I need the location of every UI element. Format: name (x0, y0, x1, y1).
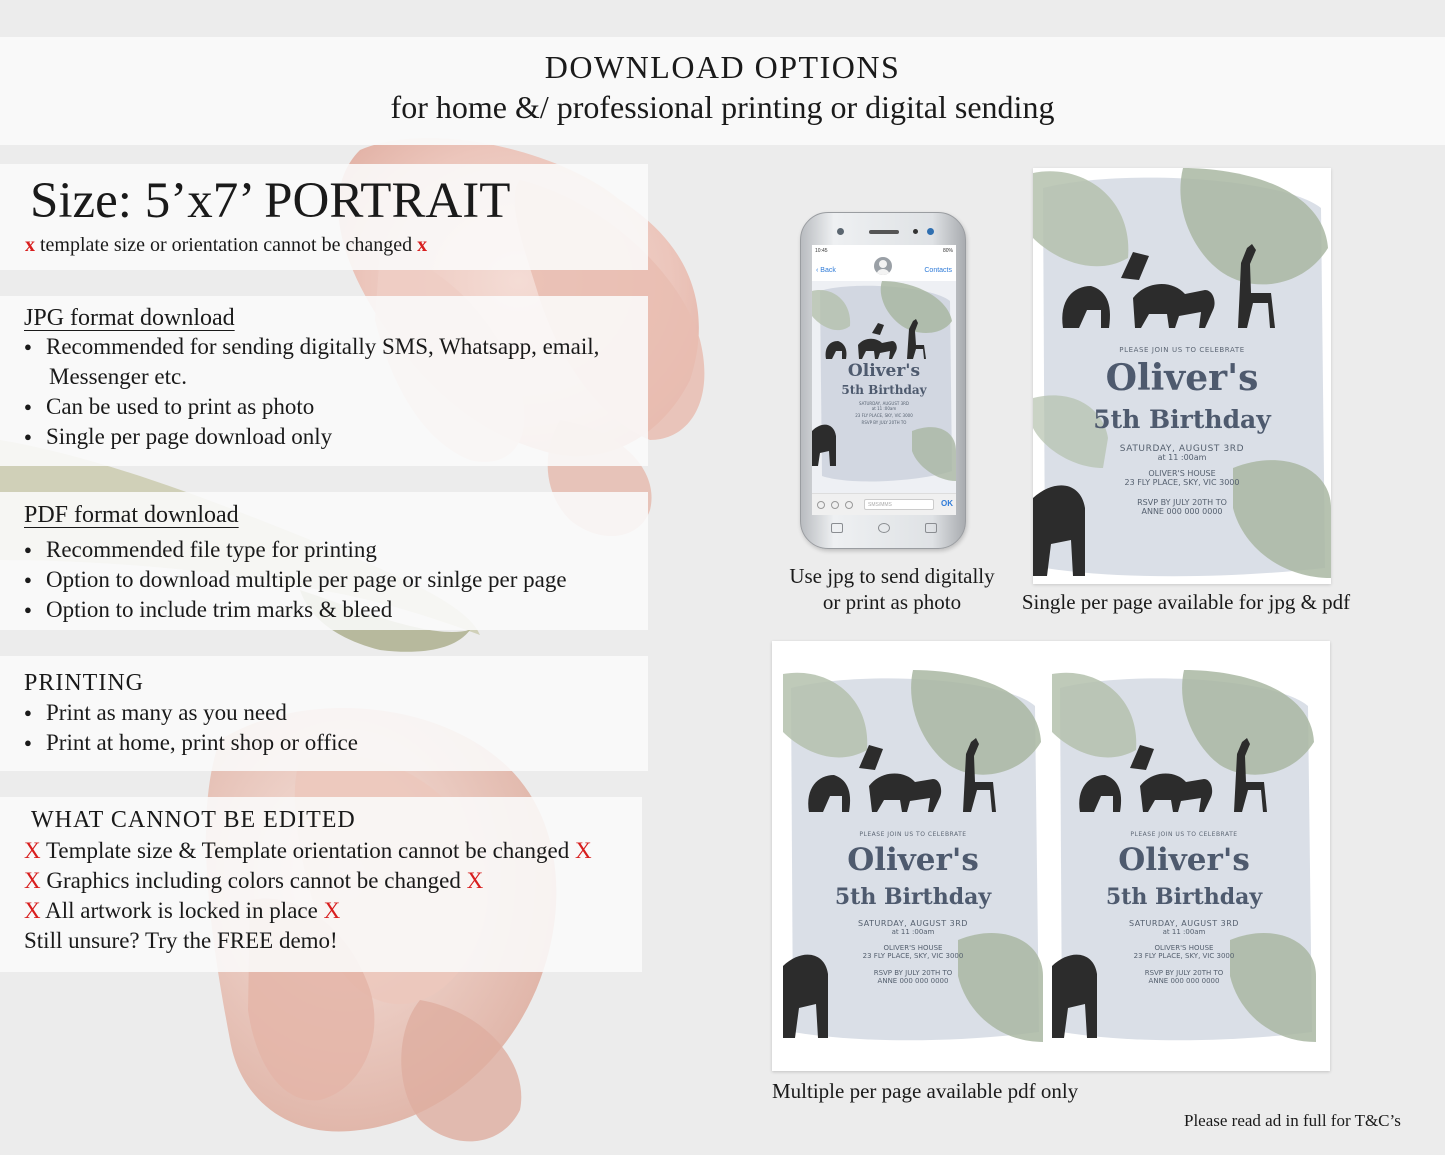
status-time: 10:45 (815, 248, 828, 254)
list-item (24, 334, 599, 360)
invite-contact: ANNE 000 000 0000 (877, 977, 949, 985)
invitation-card (783, 670, 1043, 1046)
list-item (24, 838, 592, 864)
invite-address: 23 FLY PLACE, SKY, VIC 3000 (855, 413, 913, 418)
invite-occasion: 5th Birthday (841, 383, 927, 397)
list-item (24, 730, 358, 756)
invite-rsvp: RSVP BY JULY 20TH TO (1137, 498, 1227, 507)
list-item-text: Print as many as you need (46, 700, 287, 725)
invite-date: SATURDAY, AUGUST 3RD (1129, 919, 1239, 928)
size-panel (0, 164, 648, 270)
red-x-mark: x (25, 234, 35, 256)
invite-rsvp: RSVP BY JULY 20TH TO (861, 420, 907, 425)
header-subtitle: for home &/ professional printing or digital sending (390, 89, 1055, 125)
header-band (0, 37, 1445, 145)
invite-occasion: 5th Birthday (1105, 884, 1263, 910)
red-x-mark: X (574, 838, 592, 863)
list-item-text: Graphics including colors cannot be changed (40, 868, 467, 893)
message-bar (812, 493, 956, 515)
sensor-icon (913, 229, 918, 234)
invite-address: 23 FLY PLACE, SKY, VIC 3000 (862, 952, 964, 960)
invite-date: SATURDAY, AUGUST 3RD (859, 401, 909, 406)
back-link[interactable]: ‹ Back (816, 267, 836, 274)
invite-venue: OLIVER'S HOUSE (883, 944, 943, 952)
list-item-text: Template size & Template orientation cannot be changed (40, 838, 575, 863)
camera-icon[interactable] (817, 501, 825, 509)
red-x-mark: x (417, 234, 428, 256)
cannot-edit-title: WHAT CANNOT BE EDITED (31, 807, 356, 833)
invite-rsvp: RSVP BY JULY 20TH TO (1144, 969, 1224, 977)
pdf-panel (0, 492, 648, 630)
ok-button[interactable]: OK (941, 499, 953, 508)
phone-invitation-art (812, 281, 956, 493)
avatar-icon (874, 257, 892, 275)
heart-icon[interactable] (845, 501, 853, 509)
list-item (24, 394, 314, 420)
invite-date: SATURDAY, AUGUST 3RD (858, 919, 968, 928)
printing-panel-title: PRINTING (24, 670, 144, 696)
list-item (24, 700, 287, 726)
bullet-icon: ● (24, 542, 32, 557)
invitation-art (1052, 670, 1316, 1046)
invite-time: at 11 :00am (1162, 928, 1206, 936)
pdf-panel-title: PDF format download (24, 502, 239, 528)
invite-address: 23 FLY PLACE, SKY, VIC 3000 (1124, 478, 1240, 487)
home-button-icon[interactable] (878, 523, 890, 533)
jpg-panel (0, 296, 648, 466)
single-per-page-preview (1033, 168, 1331, 584)
multiple-caption: Multiple per page available pdf only (772, 1079, 1079, 1103)
list-item-text: Recommended file type for printing (46, 537, 377, 562)
camera-icon (837, 228, 844, 235)
cannot-edit-panel (0, 797, 642, 972)
menu-button-icon[interactable] (831, 523, 843, 533)
list-item-text: Option to include trim marks & bleed (46, 597, 393, 622)
red-x-mark: X (466, 868, 484, 893)
printing-panel (0, 656, 648, 771)
status-battery: 80% (942, 248, 953, 254)
bullet-icon: ● (24, 735, 32, 750)
invite-address: 23 FLY PLACE, SKY, VIC 3000 (1133, 952, 1235, 960)
invite-venue: OLIVER'S HOUSE (1154, 944, 1214, 952)
invite-line: PLEASE JOIN US TO CELEBRATE (859, 831, 967, 838)
invite-contact: ANNE 000 000 0000 (1148, 977, 1220, 985)
message-input[interactable]: SMS/MMS (864, 499, 934, 510)
jpg-panel-title: JPG format download (24, 305, 235, 331)
invite-name: Oliver's (847, 361, 921, 381)
list-item-text: Recommended for sending digitally SMS, Whatsapp, email, (46, 334, 600, 359)
bullet-icon: ● (24, 705, 32, 720)
list-item-text: Single per page download only (46, 424, 333, 449)
list-item (24, 898, 340, 924)
list-item-continuation: Messenger etc. (49, 364, 187, 389)
phone-caption-line2: or print as photo (822, 590, 962, 614)
contacts-link[interactable]: Contacts (924, 267, 952, 274)
demo-note: Still unsure? Try the FREE demo! (24, 928, 338, 953)
single-caption: Single per page available for jpg & pdf (1021, 590, 1351, 614)
apps-icon[interactable] (831, 501, 839, 509)
invite-name: Oliver's (1118, 842, 1250, 878)
list-item (24, 537, 377, 563)
invite-venue: OLIVER'S HOUSE (1148, 469, 1216, 478)
list-item-text: Can be used to print as photo (46, 394, 315, 419)
terms-note: Please read ad in full for T&C’s (1184, 1111, 1401, 1130)
red-x-mark: X (323, 898, 341, 923)
list-item (24, 567, 567, 593)
invite-contact: ANNE 000 000 0000 (1141, 507, 1223, 516)
bullet-icon: ● (24, 339, 32, 354)
header-title: DOWNLOAD OPTIONS (544, 49, 901, 85)
front-camera-icon (927, 228, 934, 235)
list-item (24, 868, 483, 894)
invite-time: at 11 :00am (1157, 453, 1207, 462)
invite-name: Oliver's (847, 842, 979, 878)
invite-name: Oliver's (1105, 357, 1259, 399)
phone-caption (775, 563, 1009, 615)
size-note-text: template size or orientation cannot be changed (35, 234, 418, 256)
invitation-art (783, 670, 1043, 1046)
invite-rsvp: RSVP BY JULY 20TH TO (873, 969, 953, 977)
list-item (24, 597, 392, 623)
list-item-text: All artwork is locked in place (40, 898, 324, 923)
invite-line: PLEASE JOIN US TO CELEBRATE (1130, 831, 1238, 838)
invite-time: at 11 :00am (871, 406, 897, 411)
size-note (25, 234, 427, 257)
red-x-mark: X (24, 898, 41, 923)
invite-occasion: 5th Birthday (834, 884, 992, 910)
list-item-text: Option to download multiple per page or sinlge per page (46, 567, 567, 592)
size-title: Size: 5’x7’ PORTRAIT (30, 173, 511, 229)
phone-screen (812, 245, 956, 515)
bullet-icon: ● (24, 429, 32, 444)
red-x-mark: X (24, 838, 41, 863)
invitation-art (1033, 168, 1331, 584)
invite-time: at 11 :00am (891, 928, 935, 936)
invite-date: SATURDAY, AUGUST 3RD (1119, 444, 1245, 454)
back-button-icon[interactable] (925, 523, 937, 533)
phone-caption-line1: Use jpg to send digitally (789, 564, 995, 588)
phone-invitation (812, 281, 956, 493)
red-x-mark: X (24, 868, 41, 893)
speaker-icon (869, 230, 899, 234)
status-bar (815, 248, 953, 254)
bullet-icon: ● (24, 399, 32, 414)
phone-mockup (800, 212, 966, 549)
list-item-text: Print at home, print shop or office (46, 730, 358, 755)
invite-line: PLEASE JOIN US TO CELEBRATE (1119, 346, 1245, 354)
list-item (24, 424, 332, 450)
invite-occasion: 5th Birthday (1093, 405, 1271, 434)
invitation-card (1052, 670, 1316, 1046)
bullet-icon: ● (24, 572, 32, 587)
bullet-icon: ● (24, 602, 32, 617)
